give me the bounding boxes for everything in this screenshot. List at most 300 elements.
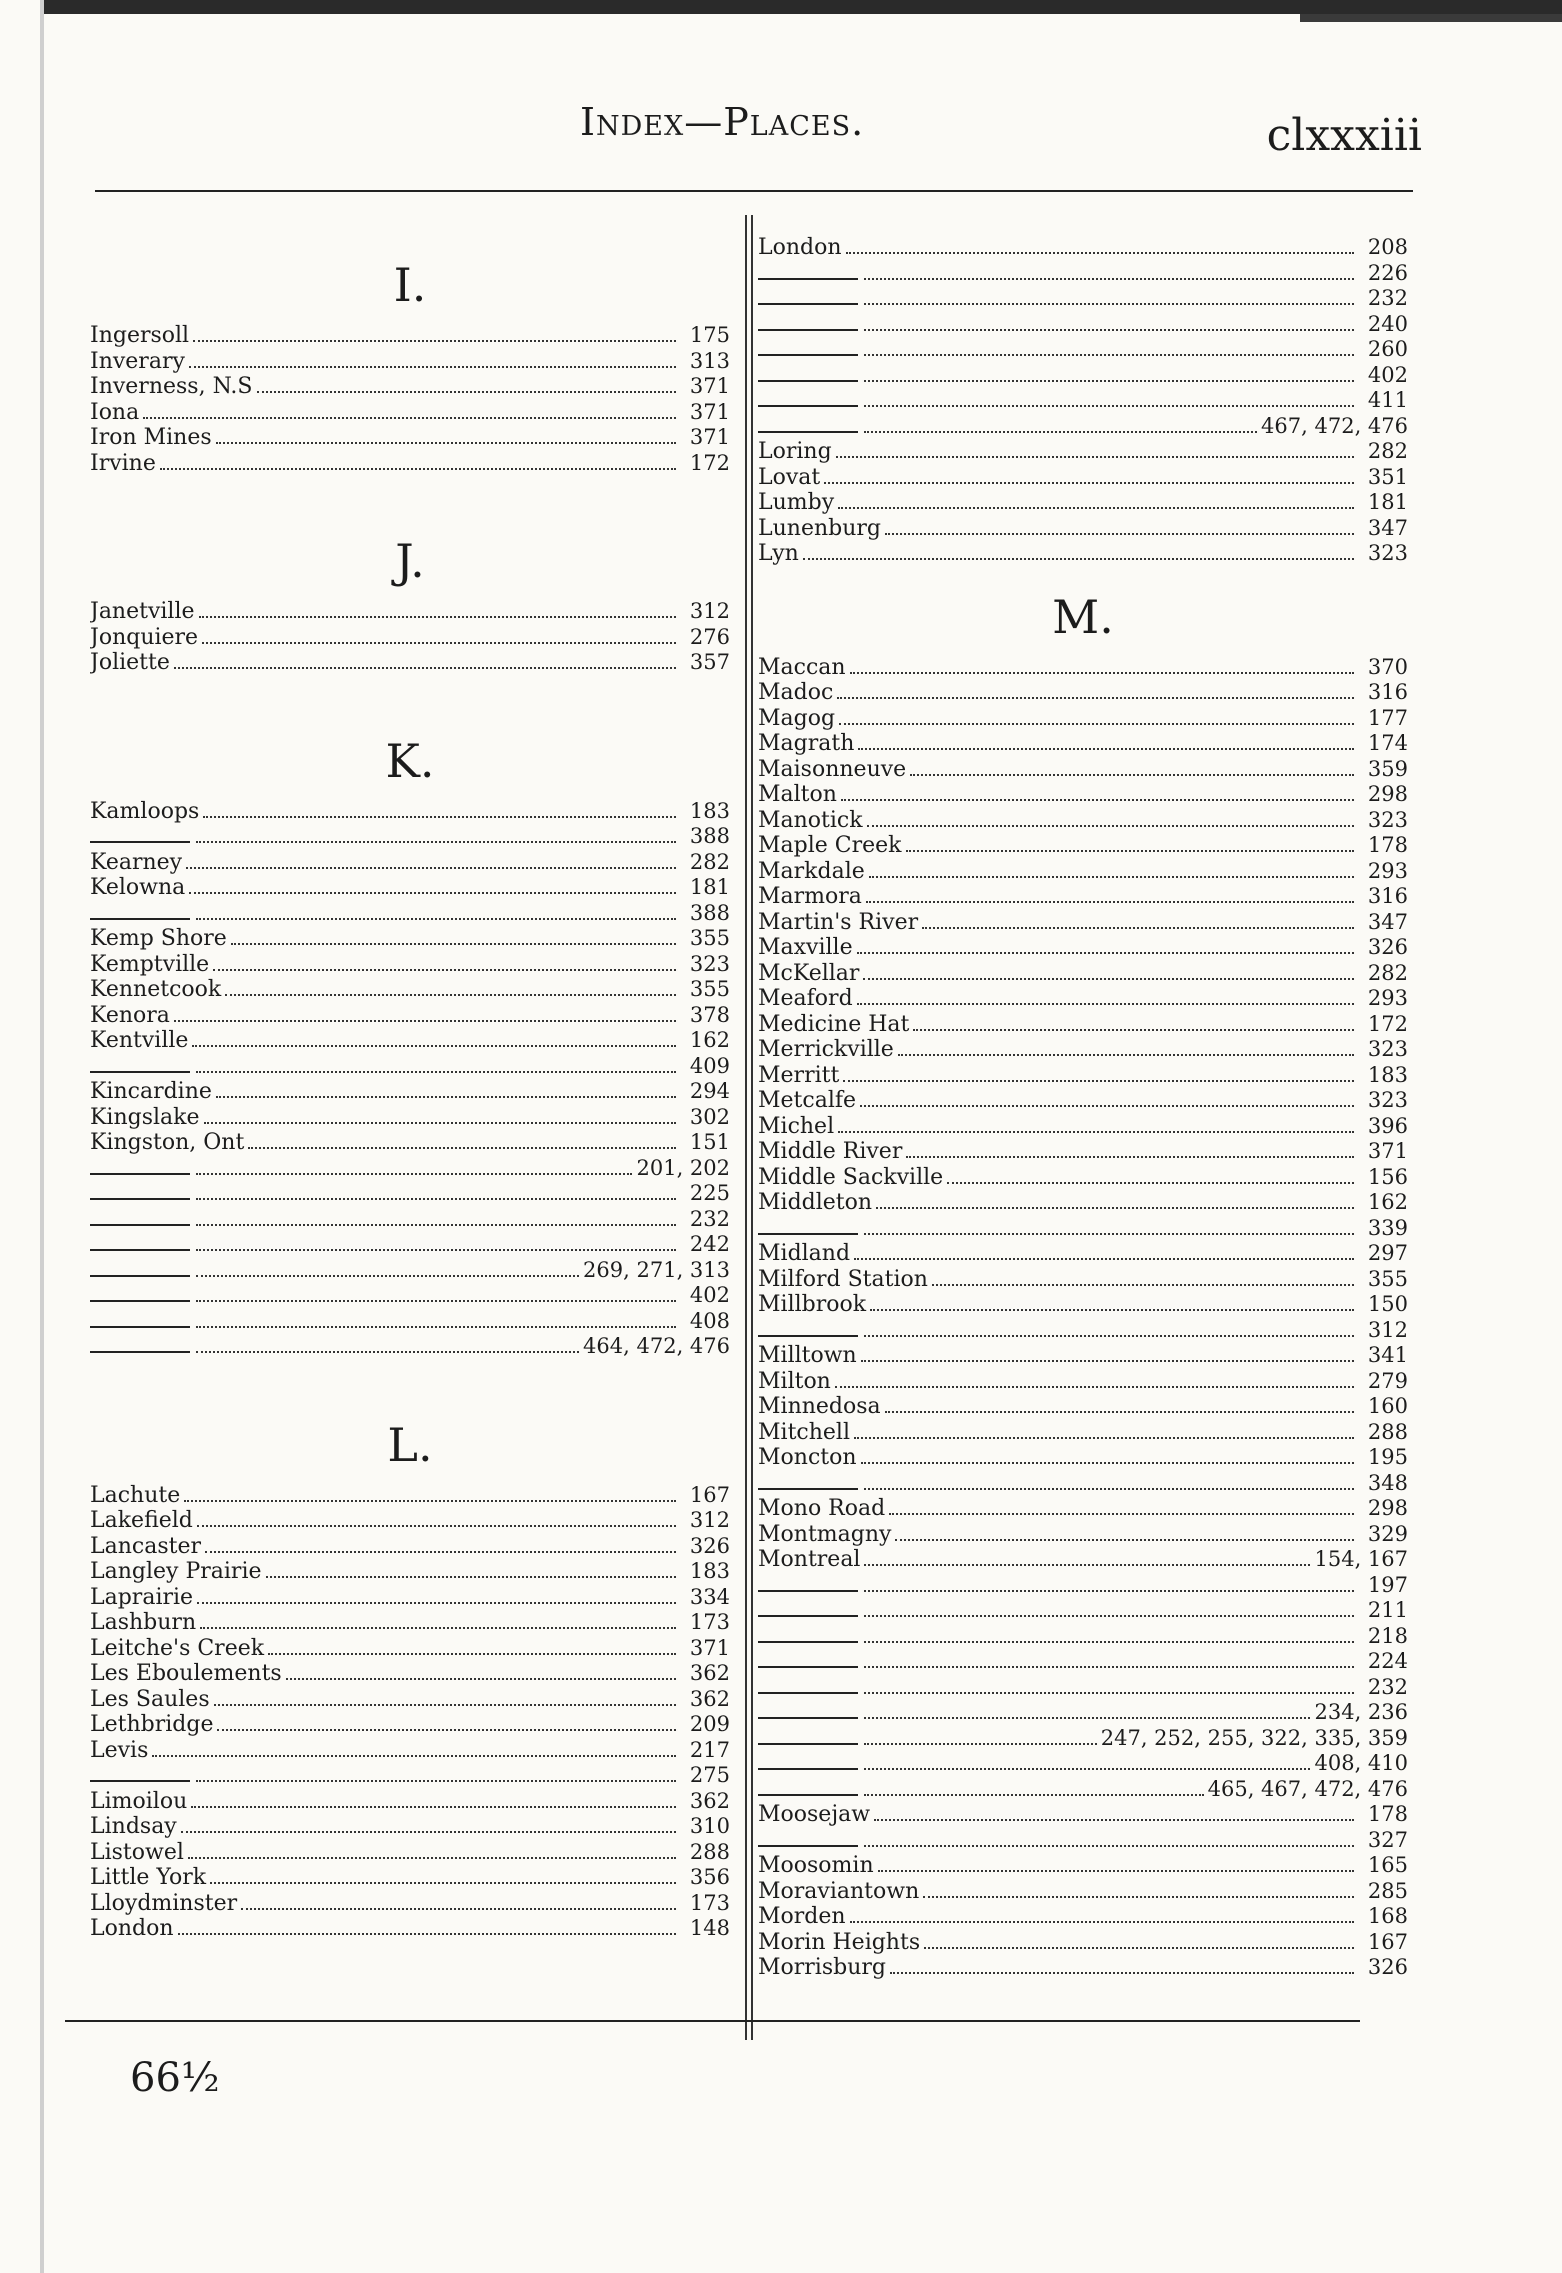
- index-entry: [90, 1105, 730, 1131]
- page-refs: 326: [1367, 935, 1408, 959]
- index-entry: [90, 1130, 730, 1156]
- index-entry: [90, 1865, 730, 1891]
- leader-dots: [216, 426, 676, 444]
- index-entry: [758, 1063, 1408, 1089]
- index-entry: [758, 541, 1408, 567]
- index-entry: [758, 757, 1408, 783]
- leader-dots: [184, 1484, 676, 1502]
- leader-dots: [196, 1284, 676, 1302]
- place-name: Maisonneuve: [758, 756, 907, 782]
- place-name: Kamloops: [90, 798, 200, 824]
- index-entry: [758, 1420, 1408, 1446]
- page-refs: 326: [689, 1533, 730, 1558]
- leader-dots: [189, 876, 676, 894]
- leader-dots: [864, 389, 1354, 407]
- page-refs: 356: [689, 1865, 730, 1889]
- page-refs: 225: [689, 1181, 730, 1205]
- leader-dots: [864, 287, 1354, 305]
- ditto-rule: [758, 317, 858, 331]
- leader-dots: [197, 1586, 676, 1604]
- ditto-rule: [758, 368, 858, 382]
- leader-dots: [854, 1421, 1354, 1439]
- page-refs: 178: [1367, 833, 1408, 857]
- page-refs: 347: [1367, 909, 1408, 934]
- leader-dots: [196, 1055, 676, 1073]
- leader-dots: [866, 885, 1354, 903]
- index-entry: [90, 901, 730, 927]
- leader-dots: [889, 1497, 1354, 1515]
- index-entry: [90, 1559, 730, 1585]
- place-name: Millbrook: [758, 1292, 867, 1317]
- place-name: Middle Sackville: [758, 1164, 944, 1190]
- folio: 66½: [130, 2055, 220, 2101]
- index-entry: [758, 1445, 1408, 1471]
- leader-dots: [864, 1701, 1310, 1719]
- leader-dots: [174, 651, 676, 669]
- leader-dots: [867, 809, 1354, 827]
- index-entry: [758, 516, 1408, 542]
- place-name: Martin's River: [758, 909, 919, 935]
- page-refs: 339: [1367, 1215, 1408, 1240]
- leader-dots: [932, 1268, 1354, 1286]
- page-refs: 232: [1367, 286, 1408, 310]
- index-entry: [758, 414, 1408, 440]
- leader-dots: [835, 1370, 1354, 1388]
- index-entry: [758, 1088, 1408, 1114]
- index-entry: [758, 1751, 1408, 1777]
- page-refs: 197: [1367, 1572, 1408, 1597]
- page-refs: 396: [1367, 1113, 1408, 1138]
- leader-dots: [181, 1815, 676, 1833]
- page-refs: 178: [1367, 1802, 1408, 1826]
- place-name: Medicine Hat: [758, 1011, 910, 1037]
- leader-dots: [196, 1764, 676, 1782]
- index-entry: [758, 1598, 1408, 1624]
- ditto-rule: [90, 1339, 190, 1353]
- index-entry: [90, 1508, 730, 1534]
- ditto-rule: [758, 266, 858, 280]
- index-entry: [758, 261, 1408, 287]
- place-name: Mono Road: [758, 1496, 886, 1521]
- index-entry: [90, 1814, 730, 1840]
- leader-dots: [864, 1599, 1354, 1617]
- page-refs: 167: [1367, 1929, 1408, 1954]
- leader-dots: [152, 1739, 676, 1757]
- index-entry: [758, 1573, 1408, 1599]
- page-title: Index—Places.: [580, 100, 865, 144]
- index-entry: [758, 961, 1408, 987]
- place-name: Jonquiere: [90, 624, 199, 650]
- index-entry: [758, 1624, 1408, 1650]
- leader-dots: [202, 626, 676, 644]
- leader-dots: [864, 1650, 1354, 1668]
- index-entry: [90, 824, 730, 850]
- place-name: Marmora: [758, 884, 862, 909]
- leader-dots: [837, 681, 1354, 699]
- leader-dots: [854, 1242, 1354, 1260]
- ditto-rule: [90, 1059, 190, 1073]
- leader-dots: [836, 440, 1354, 458]
- page-refs: 371: [689, 374, 730, 398]
- leader-dots: [838, 491, 1354, 509]
- place-name: Kemp Shore: [90, 926, 227, 951]
- page-refs: 464, 472, 476: [583, 1334, 730, 1358]
- index-entry: [90, 1079, 730, 1105]
- index-entry: [758, 1522, 1408, 1548]
- index-entry: [758, 808, 1408, 834]
- leader-dots: [196, 1259, 579, 1277]
- index-entry: [758, 1547, 1408, 1573]
- ditto-rule: [758, 1221, 858, 1235]
- place-name: Iona: [90, 399, 140, 425]
- leader-dots: [850, 1905, 1354, 1923]
- leader-dots: [286, 1662, 676, 1680]
- place-name: Moraviantown: [758, 1878, 920, 1904]
- page-number: clxxxiii: [1266, 110, 1422, 161]
- index-entry: [90, 1610, 730, 1636]
- leader-dots: [225, 978, 676, 996]
- leader-dots: [947, 1166, 1354, 1184]
- leader-dots: [864, 1727, 1097, 1745]
- leader-dots: [869, 860, 1354, 878]
- index-entry: [758, 1726, 1408, 1752]
- page-refs: 150: [1367, 1292, 1408, 1316]
- index-entry: [758, 1037, 1408, 1063]
- index-entry: [90, 1309, 730, 1335]
- page-refs: 408: [689, 1308, 730, 1333]
- page-refs: 285: [1367, 1878, 1408, 1903]
- index-entry: [90, 1054, 730, 1080]
- index-entry: [90, 1283, 730, 1309]
- leader-dots: [898, 1038, 1354, 1056]
- page-refs: 323: [1367, 1037, 1408, 1061]
- leader-dots: [861, 1446, 1354, 1464]
- index-entry: [90, 850, 730, 876]
- place-name: Kentville: [90, 1028, 189, 1053]
- leader-dots: [864, 364, 1354, 382]
- leader-dots: [199, 600, 676, 618]
- place-name: Joliette: [90, 650, 170, 675]
- index-entry: [758, 439, 1408, 465]
- place-name: Inverness, N.S: [90, 374, 253, 399]
- leader-dots: [266, 1560, 677, 1578]
- leader-dots: [214, 1688, 676, 1706]
- page-refs: 288: [689, 1839, 730, 1864]
- index-entry: [90, 1232, 730, 1258]
- index-entry: [90, 1258, 730, 1284]
- page-refs: 302: [689, 1104, 730, 1129]
- column-divider: [751, 215, 753, 2040]
- leader-dots: [864, 1574, 1354, 1592]
- place-name: Moncton: [758, 1445, 857, 1470]
- leader-dots: [850, 656, 1354, 674]
- leader-dots: [864, 1625, 1354, 1643]
- page-refs: 316: [1367, 680, 1408, 704]
- ditto-rule: [90, 1288, 190, 1302]
- index-entry: [90, 952, 730, 978]
- index-entry: [90, 1028, 730, 1054]
- leader-dots: [217, 1713, 676, 1731]
- page-refs: 282: [689, 849, 730, 874]
- leader-dots: [861, 1344, 1354, 1362]
- place-name: Inverary: [90, 348, 185, 374]
- page-refs: 402: [689, 1283, 730, 1307]
- index-entry: [90, 400, 730, 426]
- leader-dots: [213, 953, 676, 971]
- place-name: Middle River: [758, 1139, 903, 1164]
- page-refs: 312: [1367, 1317, 1408, 1342]
- page-refs: 362: [689, 1788, 730, 1813]
- index-entry: [758, 1700, 1408, 1726]
- page-refs: 183: [689, 1559, 730, 1583]
- page-refs: 209: [689, 1712, 730, 1736]
- place-name: Loring: [758, 439, 832, 464]
- page-refs: 242: [689, 1232, 730, 1256]
- place-name: Magrath: [758, 731, 855, 756]
- index-entry: [758, 1955, 1408, 1981]
- index-entry: [90, 625, 730, 651]
- place-name: Laprairie: [90, 1584, 194, 1610]
- ditto-rule: [758, 393, 858, 407]
- ditto-rule: [90, 1161, 190, 1175]
- leader-dots: [196, 1310, 676, 1328]
- index-entry: [758, 286, 1408, 312]
- place-name: Lyn: [758, 541, 799, 566]
- place-name: Morden: [758, 1904, 846, 1929]
- index-entry: [758, 833, 1408, 859]
- leader-dots: [910, 758, 1354, 776]
- leader-dots: [204, 1106, 676, 1124]
- ditto-rule: [90, 906, 190, 920]
- index-entry: [758, 782, 1408, 808]
- index-entry: [758, 1777, 1408, 1803]
- page-refs: 355: [689, 977, 730, 1001]
- ditto-rule: [758, 1476, 858, 1490]
- page-refs: 183: [1367, 1062, 1408, 1087]
- index-entry: [758, 859, 1408, 885]
- page-refs: 208: [1367, 235, 1408, 259]
- leader-dots: [885, 1395, 1354, 1413]
- place-name: Mitchell: [758, 1419, 850, 1445]
- leader-dots: [186, 851, 676, 869]
- place-name: Milltown: [758, 1343, 857, 1368]
- index-entry: [90, 323, 730, 349]
- place-name: Midland: [758, 1241, 851, 1266]
- page-refs: 167: [689, 1482, 730, 1507]
- ditto-rule: [758, 1680, 858, 1694]
- leader-dots: [196, 1157, 632, 1175]
- index-entry: [758, 235, 1408, 261]
- page-refs: 276: [689, 624, 730, 649]
- leader-dots: [874, 1803, 1354, 1821]
- index-entry: [90, 650, 730, 676]
- page-refs: 323: [1367, 541, 1408, 565]
- leader-dots: [257, 375, 677, 393]
- index-entry: [758, 1165, 1408, 1191]
- place-name: Moosomin: [758, 1853, 874, 1878]
- index-entry: [90, 799, 730, 825]
- index-entry: [758, 731, 1408, 757]
- page-refs: 370: [1367, 654, 1408, 679]
- place-name: Magog: [758, 705, 836, 731]
- leader-dots: [143, 401, 676, 419]
- page-refs: 162: [689, 1028, 730, 1052]
- index-entry: [758, 935, 1408, 961]
- leader-dots: [864, 1676, 1354, 1694]
- index-entry: [758, 1802, 1408, 1828]
- place-name: Listowel: [90, 1839, 184, 1865]
- page-refs: 275: [689, 1763, 730, 1787]
- index-entry: [758, 363, 1408, 389]
- place-name: Leitche's Creek: [90, 1635, 265, 1661]
- place-name: Lakefield: [90, 1508, 193, 1533]
- page-refs: 323: [1367, 1088, 1408, 1112]
- place-name: Langley Prairie: [90, 1559, 262, 1584]
- page-refs: 234, 236: [1314, 1700, 1408, 1724]
- index-entry: [90, 1789, 730, 1815]
- index-entry: [758, 312, 1408, 338]
- ditto-rule: [90, 829, 190, 843]
- page-refs: 357: [689, 650, 730, 674]
- index-entry: [90, 374, 730, 400]
- leader-dots: [196, 1335, 579, 1353]
- index-entry: [90, 1891, 730, 1917]
- place-name: Lunenburg: [758, 515, 881, 541]
- leader-dots: [924, 1931, 1354, 1949]
- page-refs: 293: [1367, 986, 1408, 1010]
- page-refs: 218: [1367, 1623, 1408, 1648]
- index-entry: [90, 1003, 730, 1029]
- place-name: Milton: [758, 1368, 831, 1394]
- index-entry: [90, 875, 730, 901]
- leader-dots: [863, 962, 1354, 980]
- page-refs: 172: [689, 450, 730, 475]
- leader-dots: [864, 313, 1354, 331]
- page-refs: 177: [1367, 705, 1408, 730]
- leader-dots: [906, 1140, 1354, 1158]
- leader-dots: [860, 1089, 1354, 1107]
- page-refs: 298: [1367, 782, 1408, 806]
- page-refs: 408, 410: [1314, 1751, 1408, 1775]
- leader-dots: [864, 1778, 1204, 1796]
- page-refs: 329: [1367, 1521, 1408, 1546]
- index-entry: [758, 1267, 1408, 1293]
- page-refs: 174: [1367, 731, 1408, 755]
- leader-dots: [864, 1319, 1354, 1337]
- place-name: Lethbridge: [90, 1712, 214, 1737]
- leader-dots: [864, 338, 1354, 356]
- ditto-rule: [90, 1186, 190, 1200]
- leader-dots: [857, 987, 1354, 1005]
- place-name: Lachute: [90, 1482, 181, 1508]
- page-refs: 371: [689, 1635, 730, 1660]
- place-name: Les Saules: [90, 1686, 210, 1712]
- leader-dots: [268, 1637, 676, 1655]
- page-refs: 226: [1367, 260, 1408, 285]
- place-name: Morin Heights: [758, 1929, 921, 1955]
- page-refs: 160: [1367, 1394, 1408, 1418]
- page-refs: 282: [1367, 960, 1408, 985]
- page-refs: 326: [1367, 1955, 1408, 1979]
- place-name: London: [758, 235, 842, 260]
- page-refs: 279: [1367, 1368, 1408, 1393]
- place-name: Kemptville: [90, 951, 210, 977]
- leader-dots: [178, 1917, 676, 1935]
- index-entry: [90, 1207, 730, 1233]
- page-refs: 165: [1367, 1853, 1408, 1877]
- index-entry: [758, 680, 1408, 706]
- header-rule: [95, 190, 1413, 192]
- place-name: Irvine: [90, 450, 156, 476]
- page-refs: 217: [689, 1737, 730, 1762]
- page-refs: 409: [689, 1053, 730, 1078]
- page-refs: 247, 252, 255, 322, 335, 359: [1100, 1725, 1408, 1750]
- place-name: Ingersoll: [90, 323, 190, 348]
- index-column-left: [90, 255, 730, 1942]
- page-refs: 355: [689, 926, 730, 950]
- index-entry: [758, 1369, 1408, 1395]
- index-entry: [758, 1471, 1408, 1497]
- ditto-rule: [90, 1237, 190, 1251]
- leader-dots: [885, 517, 1354, 535]
- place-name: Levis: [90, 1737, 149, 1763]
- leader-dots: [858, 732, 1354, 750]
- place-name: Malton: [758, 782, 837, 807]
- page-refs: 232: [1367, 1674, 1408, 1699]
- page-refs: 293: [1367, 858, 1408, 883]
- place-name: Middleton: [758, 1190, 873, 1215]
- index-entry: [758, 1343, 1408, 1369]
- place-name: Metcalfe: [758, 1088, 857, 1113]
- page-refs: 355: [1367, 1266, 1408, 1291]
- index-entry: [758, 1190, 1408, 1216]
- leader-dots: [890, 1956, 1354, 1974]
- place-name: Moosejaw: [758, 1802, 871, 1827]
- index-entry: [90, 451, 730, 477]
- ditto-rule: [90, 1212, 190, 1226]
- index-entry: [758, 1828, 1408, 1854]
- index-entry: [758, 388, 1408, 414]
- place-name: Morrisburg: [758, 1955, 886, 1980]
- leader-dots: [196, 1208, 676, 1226]
- index-entry: [758, 1012, 1408, 1038]
- page-refs: 316: [1367, 884, 1408, 908]
- leader-dots: [864, 262, 1354, 280]
- page-refs: 310: [689, 1814, 730, 1838]
- page-refs: 269, 271, 313: [583, 1257, 730, 1282]
- ditto-rule: [90, 1768, 190, 1782]
- page-refs: 312: [689, 599, 730, 623]
- leader-dots: [191, 1790, 676, 1808]
- place-name: Minnedosa: [758, 1394, 881, 1419]
- leader-dots: [205, 1535, 676, 1553]
- page-refs: 297: [1367, 1241, 1408, 1265]
- page-refs: 411: [1367, 388, 1408, 412]
- index-entry: [90, 1687, 730, 1713]
- index-entry: [90, 1916, 730, 1942]
- leader-dots: [248, 1131, 676, 1149]
- place-name: Kincardine: [90, 1079, 212, 1104]
- page-refs: 323: [689, 951, 730, 976]
- place-name: Lloydminster: [90, 1890, 238, 1916]
- ditto-rule: [758, 1782, 858, 1796]
- place-name: Montmagny: [758, 1521, 892, 1547]
- page-refs: 465, 467, 472, 476: [1207, 1776, 1408, 1801]
- index-entry: [90, 926, 730, 952]
- place-name: Lashburn: [90, 1610, 197, 1635]
- section-letter: K.: [385, 733, 435, 788]
- place-name: Kingston, Ont: [90, 1130, 245, 1155]
